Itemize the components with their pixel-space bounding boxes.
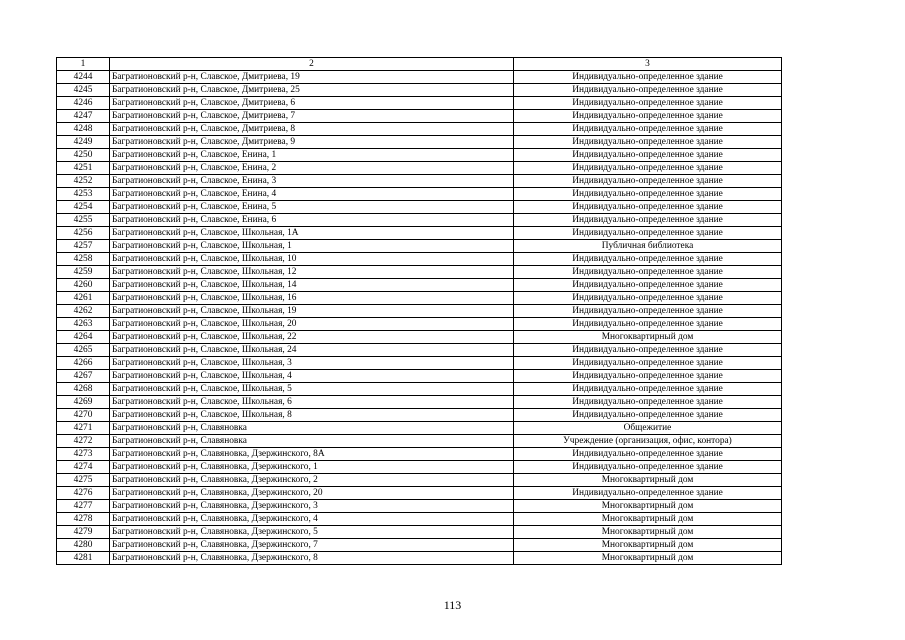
table-row [57, 500, 782, 513]
registry-table [56, 57, 782, 565]
table-row [57, 357, 782, 370]
row-object-type: Многоквартирный дом [514, 331, 782, 344]
row-address: Багратионовский р-н, Славское, Школьная, 4 [110, 370, 514, 383]
row-object-type: Индивидуально-определенное здание [514, 305, 782, 318]
row-number: 4266 [57, 357, 110, 370]
row-object-type: Индивидуально-определенное здание [514, 149, 782, 162]
row-number: 4260 [57, 279, 110, 292]
row-address: Багратионовский р-н, Славяновка [110, 435, 514, 448]
table-row [57, 214, 782, 227]
table-row [57, 552, 782, 565]
table-row [57, 409, 782, 422]
row-address: Багратионовский р-н, Славское, Школьная, 3 [110, 357, 514, 370]
row-number: 4265 [57, 344, 110, 357]
table-row [57, 279, 782, 292]
table-row [57, 97, 782, 110]
row-address: Багратионовский р-н, Славское, Школьная, 16 [110, 292, 514, 305]
row-address: Багратионовский р-н, Славское, Школьная, 5 [110, 383, 514, 396]
table-row [57, 474, 782, 487]
row-number: 4274 [57, 461, 110, 474]
row-address: Багратионовский р-н, Славское, Школьная, 6 [110, 396, 514, 409]
row-number: 4249 [57, 136, 110, 149]
row-object-type: Индивидуально-определенное здание [514, 487, 782, 500]
row-object-type: Индивидуально-определенное здание [514, 292, 782, 305]
row-address: Багратионовский р-н, Славское, Дмитриева, 8 [110, 123, 514, 136]
row-address: Багратионовский р-н, Славское, Школьная, 10 [110, 253, 514, 266]
row-address: Багратионовский р-н, Славское, Дмитриева, 7 [110, 110, 514, 123]
row-number: 4269 [57, 396, 110, 409]
row-number: 4268 [57, 383, 110, 396]
row-object-type: Индивидуально-определенное здание [514, 201, 782, 214]
row-address: Багратионовский р-н, Славяновка, Дзержинского, 7 [110, 539, 514, 552]
row-address: Багратионовский р-н, Славское, Школьная, 20 [110, 318, 514, 331]
row-address: Багратионовский р-н, Славское, Школьная, 24 [110, 344, 514, 357]
row-object-type: Индивидуально-определенное здание [514, 344, 782, 357]
row-address: Багратионовский р-н, Славское, Енина, 1 [110, 149, 514, 162]
row-number: 4279 [57, 526, 110, 539]
row-address: Багратионовский р-н, Славское, Школьная, 22 [110, 331, 514, 344]
row-object-type: Индивидуально-определенное здание [514, 253, 782, 266]
table-row [57, 396, 782, 409]
row-address: Багратионовский р-н, Славское, Дмитриева, 6 [110, 97, 514, 110]
row-number: 4253 [57, 188, 110, 201]
row-address: Багратионовский р-н, Славское, Школьная, 19 [110, 305, 514, 318]
row-address: Багратионовский р-н, Славяновка, Дзержинского, 2 [110, 474, 514, 487]
row-address: Багратионовский р-н, Славское, Енина, 2 [110, 162, 514, 175]
row-address: Багратионовский р-н, Славяновка, Дзержинского, 1 [110, 461, 514, 474]
row-object-type: Учреждение (организация, офис, контора) [514, 435, 782, 448]
row-address: Багратионовский р-н, Славяновка, Дзержинского, 8 [110, 552, 514, 565]
row-object-type: Индивидуально-определенное здание [514, 175, 782, 188]
table-row [57, 188, 782, 201]
table-row [57, 240, 782, 253]
row-object-type: Индивидуально-определенное здание [514, 370, 782, 383]
header-col-2: 2 [110, 58, 514, 71]
table-row [57, 526, 782, 539]
row-address: Багратионовский р-н, Славское, Школьная, 1 [110, 240, 514, 253]
row-object-type: Многоквартирный дом [514, 552, 782, 565]
row-object-type: Индивидуально-определенное здание [514, 136, 782, 149]
header-col-1: 1 [57, 58, 110, 71]
table-row [57, 383, 782, 396]
row-object-type: Многоквартирный дом [514, 474, 782, 487]
page-number: 113 [443, 598, 462, 612]
row-number: 4264 [57, 331, 110, 344]
row-address: Багратионовский р-н, Славское, Дмитриева, 25 [110, 84, 514, 97]
row-number: 4247 [57, 110, 110, 123]
header-row [57, 58, 782, 71]
row-object-type: Многоквартирный дом [514, 513, 782, 526]
row-number: 4271 [57, 422, 110, 435]
table-row [57, 513, 782, 526]
table-row [57, 201, 782, 214]
row-address: Багратионовский р-н, Славское, Енина, 3 [110, 175, 514, 188]
row-object-type: Индивидуально-определенное здание [514, 227, 782, 240]
row-address: Багратионовский р-н, Славское, Школьная, 12 [110, 266, 514, 279]
row-number: 4254 [57, 201, 110, 214]
row-number: 4244 [57, 71, 110, 84]
row-number: 4257 [57, 240, 110, 253]
table-row [57, 292, 782, 305]
table-row [57, 136, 782, 149]
row-number: 4252 [57, 175, 110, 188]
row-address: Багратионовский р-н, Славское, Енина, 4 [110, 188, 514, 201]
row-address: Багратионовский р-н, Славяновка, Дзержинского, 20 [110, 487, 514, 500]
table-row [57, 84, 782, 97]
row-address: Багратионовский р-н, Славское, Школьная, 8 [110, 409, 514, 422]
row-object-type: Индивидуально-определенное здание [514, 357, 782, 370]
row-object-type: Индивидуально-определенное здание [514, 123, 782, 136]
row-number: 4261 [57, 292, 110, 305]
header-col-3: 3 [514, 58, 782, 71]
table-row [57, 422, 782, 435]
row-number: 4276 [57, 487, 110, 500]
row-address: Багратионовский р-н, Славяновка, Дзержинского, 3 [110, 500, 514, 513]
row-object-type: Общежитие [514, 422, 782, 435]
table-row [57, 305, 782, 318]
table-row [57, 175, 782, 188]
row-number: 4278 [57, 513, 110, 526]
row-number: 4251 [57, 162, 110, 175]
row-object-type: Индивидуально-определенное здание [514, 84, 782, 97]
row-object-type: Индивидуально-определенное здание [514, 188, 782, 201]
row-number: 4258 [57, 253, 110, 266]
row-object-type: Индивидуально-определенное здание [514, 318, 782, 331]
row-object-type: Индивидуально-определенное здание [514, 110, 782, 123]
row-number: 4246 [57, 97, 110, 110]
row-address: Багратионовский р-н, Славское, Дмитриева, 9 [110, 136, 514, 149]
table-row [57, 448, 782, 461]
table-row [57, 370, 782, 383]
row-number: 4262 [57, 305, 110, 318]
table-row [57, 344, 782, 357]
table-row [57, 162, 782, 175]
row-number: 4272 [57, 435, 110, 448]
table-row [57, 539, 782, 552]
row-number: 4245 [57, 84, 110, 97]
row-address: Багратионовский р-н, Славяновка, Дзержинского, 5 [110, 526, 514, 539]
row-object-type: Индивидуально-определенное здание [514, 461, 782, 474]
row-object-type: Многоквартирный дом [514, 500, 782, 513]
table-row [57, 227, 782, 240]
row-number: 4263 [57, 318, 110, 331]
row-object-type: Индивидуально-определенное здание [514, 266, 782, 279]
row-number: 4270 [57, 409, 110, 422]
row-number: 4275 [57, 474, 110, 487]
table-row [57, 110, 782, 123]
row-number: 4280 [57, 539, 110, 552]
row-object-type: Многоквартирный дом [514, 539, 782, 552]
row-address: Багратионовский р-н, Славяновка, Дзержинского, 4 [110, 513, 514, 526]
registry-body [57, 58, 782, 565]
table-row [57, 461, 782, 474]
table-row [57, 71, 782, 84]
row-address: Багратионовский р-н, Славяновка [110, 422, 514, 435]
table-row [57, 435, 782, 448]
row-object-type: Индивидуально-определенное здание [514, 214, 782, 227]
row-address: Багратионовский р-н, Славское, Школьная, 14 [110, 279, 514, 292]
row-object-type: Индивидуально-определенное здание [514, 448, 782, 461]
row-address: Багратионовский р-н, Славское, Енина, 6 [110, 214, 514, 227]
row-address: Багратионовский р-н, Славяновка, Дзержинского, 8А [110, 448, 514, 461]
table-row [57, 123, 782, 136]
table-row [57, 331, 782, 344]
row-number: 4267 [57, 370, 110, 383]
row-object-type: Индивидуально-определенное здание [514, 396, 782, 409]
table-row [57, 266, 782, 279]
row-object-type: Индивидуально-определенное здание [514, 97, 782, 110]
row-object-type: Публичная библиотека [514, 240, 782, 253]
row-address: Багратионовский р-н, Славское, Дмитриева, 19 [110, 71, 514, 84]
row-object-type: Индивидуально-определенное здание [514, 409, 782, 422]
row-object-type: Индивидуально-определенное здание [514, 71, 782, 84]
row-object-type: Индивидуально-определенное здание [514, 162, 782, 175]
row-number: 4248 [57, 123, 110, 136]
row-number: 4259 [57, 266, 110, 279]
row-object-type: Индивидуально-определенное здание [514, 279, 782, 292]
table-row [57, 253, 782, 266]
row-number: 4250 [57, 149, 110, 162]
row-number: 4256 [57, 227, 110, 240]
table-row [57, 487, 782, 500]
table-row [57, 149, 782, 162]
row-object-type: Индивидуально-определенное здание [514, 383, 782, 396]
table-row [57, 318, 782, 331]
row-number: 4273 [57, 448, 110, 461]
row-object-type: Многоквартирный дом [514, 526, 782, 539]
row-number: 4277 [57, 500, 110, 513]
row-number: 4281 [57, 552, 110, 565]
row-number: 4255 [57, 214, 110, 227]
row-address: Багратионовский р-н, Славское, Школьная, 1А [110, 227, 514, 240]
row-address: Багратионовский р-н, Славское, Енина, 5 [110, 201, 514, 214]
